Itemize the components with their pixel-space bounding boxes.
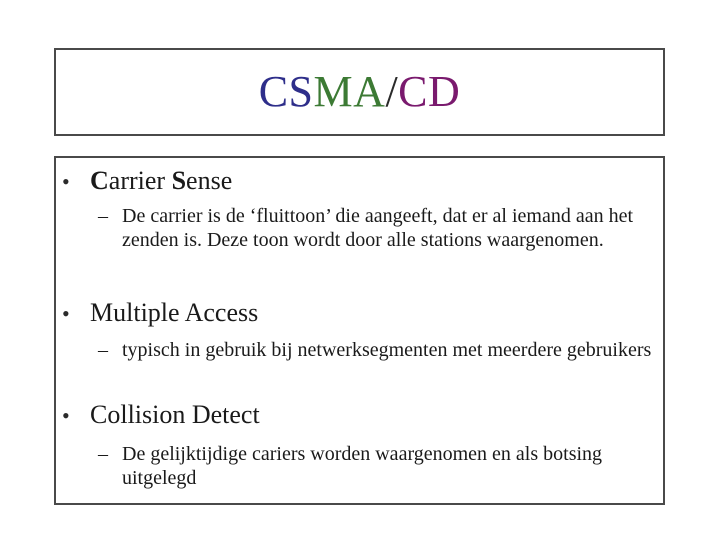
bullet-label: Multiple Access [90,298,259,327]
bullet-label: Collision Detect [90,400,260,429]
bullet-dot: • [62,169,70,194]
bullet-collision-detect [62,400,260,431]
bullet-bold-letter-s: S [171,166,187,195]
slide-title [258,67,461,116]
sub-bullet-collision-detect [98,442,658,490]
title-segment-c: C [258,67,289,116]
title-segment-ma: MA [313,67,386,116]
bullet-label-2: ense [186,166,233,195]
bullet-multiple-access [62,298,258,329]
sub-bullet-dash: – [98,339,108,361]
title-box [54,48,665,136]
sub-bullet-dash: – [98,205,108,227]
sub-bullet-carrier-sense [98,204,658,252]
bullet-label: arrier [108,166,172,195]
title-segment-s: S [288,67,314,116]
sub-bullet-multiple-access [98,338,658,362]
bullet-bold-letter-c: C [90,166,109,195]
content-box [54,156,665,505]
sub-bullet-text: De gelijktijdige cariers worden waargenomen en als botsing uitgelegd [122,443,603,489]
bullet-dot: • [62,301,70,326]
title-segment-slash: / [385,67,399,116]
title-segment-cd: CD [398,67,461,116]
sub-bullet-text: typisch in gebruik bij netwerksegmenten met meerdere gebruikers [122,339,652,361]
sub-bullet-text: De carrier is de ‘fluittoon’ die aangeeft, dat er al iemand aan het zenden is. Deze toon wordt door alle stations waargenomen. [122,205,634,251]
bullet-dot: • [62,403,70,428]
bullet-carrier-sense [62,166,232,197]
sub-bullet-dash: – [98,443,108,465]
